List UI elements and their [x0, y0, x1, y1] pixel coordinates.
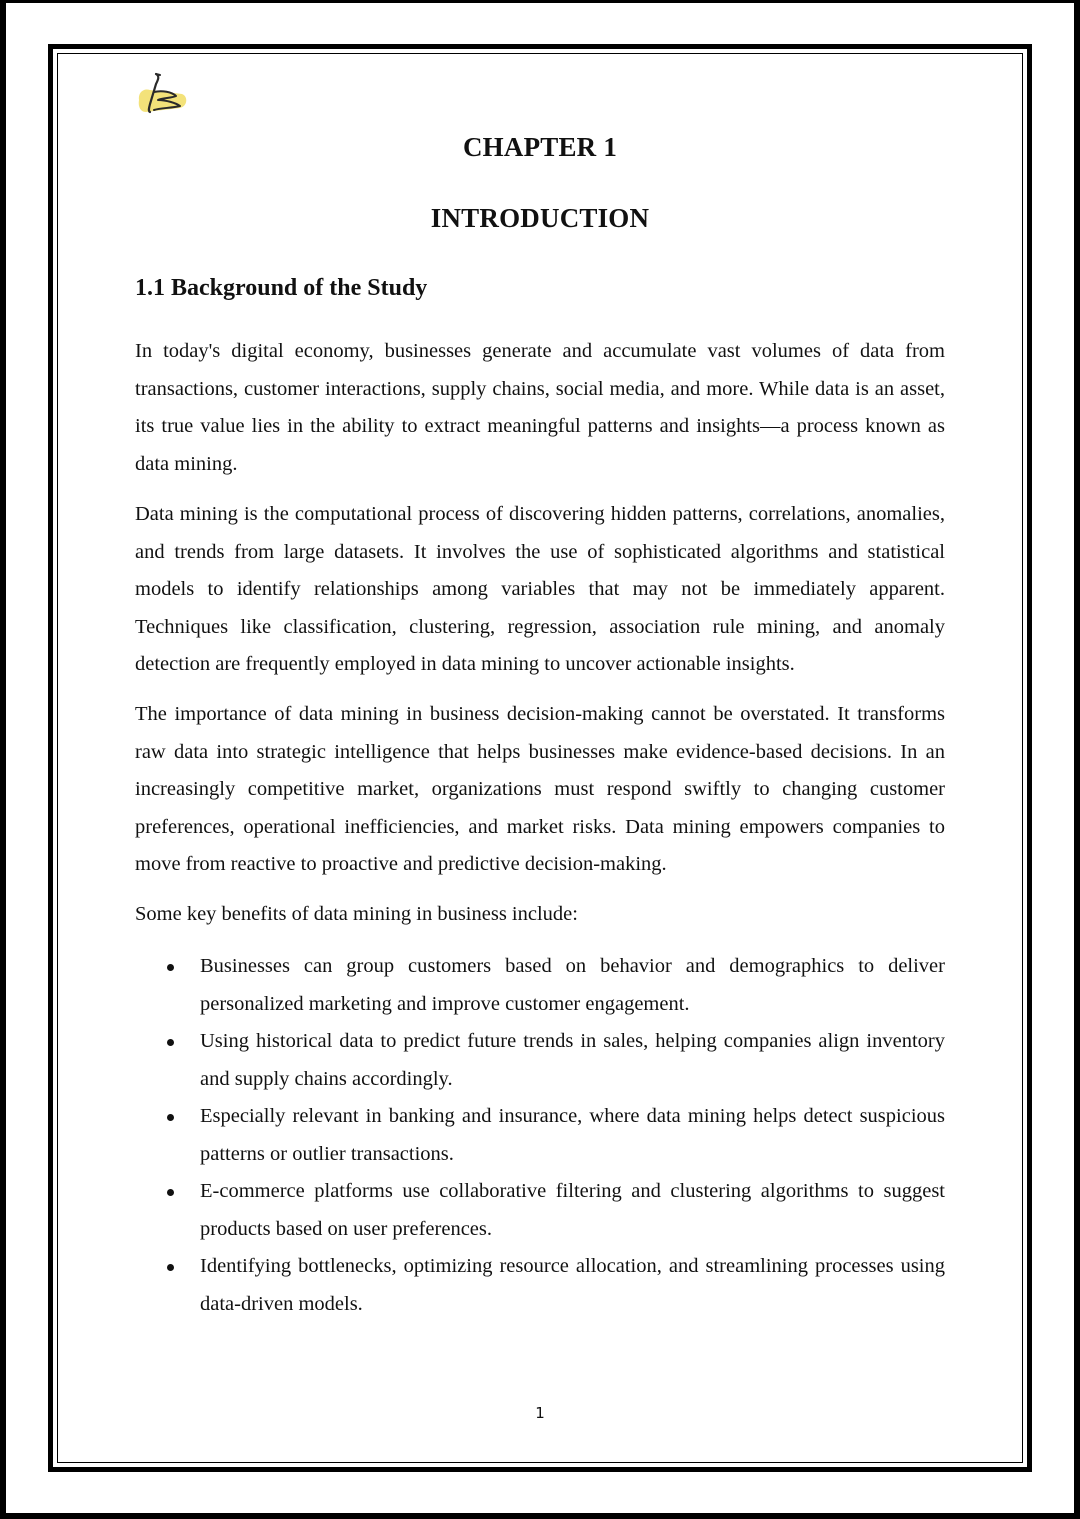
bullet-icon — [167, 1264, 174, 1271]
list-item — [135, 1098, 945, 1173]
paragraph-2: Data mining is the computational process of discovering hidden patterns, correlations, anomalies, and trends from large datasets. It involves the use of sophisticated algorithms and statistical models to identify relationships among variables that may not be immediately apparent. Techniques like classification, clustering, regression, association rule mining, and anomaly detection are frequently employed in data mining to uncover actionable insights. — [135, 503, 945, 675]
list-item-text: Businesses can group customers based on behavior and demographics to deliver personalized marketing and improve customer engagement. — [200, 955, 945, 1015]
list-item-text: Especially relevant in banking and insurance, where data mining helps detect suspicious patterns or outlier transactions. — [200, 1105, 945, 1165]
list-item — [135, 1173, 945, 1248]
section-heading: 1.1 Background of the Study — [135, 275, 428, 301]
chapter-title: INTRODUCTION — [430, 203, 650, 233]
bullet-icon — [167, 1114, 174, 1121]
chapter-label: CHAPTER 1 — [462, 132, 618, 162]
bullet-icon — [167, 1189, 174, 1196]
list-item-text: E-commerce platforms use collaborative filtering and clustering algorithms to suggest products based on user preferences. — [200, 1180, 945, 1240]
pen-writing-icon — [136, 70, 190, 120]
benefits-list — [135, 948, 945, 1323]
list-item — [135, 1023, 945, 1098]
paragraph-1: In today's digital economy, businesses generate and accumulate vast volumes of data from transactions, customer interactions, supply chains, social media, and more. While data is an asset, its true value lies in the ability to extract meaningful patterns and insights—a process known as data mining. — [135, 340, 945, 475]
list-item — [135, 948, 945, 1023]
list-item-text: Identifying bottlenecks, optimizing resource allocation, and streamlining processes using data-driven models. — [200, 1255, 945, 1315]
bullet-icon — [167, 964, 174, 971]
paragraph-3: The importance of data mining in business decision-making cannot be overstated. It transforms raw data into strategic intelligence that helps businesses make evidence-based decisions. In an increasingly competitive market, organizations must respond swiftly to changing customer preferences, operational inefficiencies, and market risks. Data mining empowers companies to move from reactive to proactive and predictive decision-making. — [135, 703, 945, 875]
bullet-icon — [167, 1039, 174, 1046]
list-item-text: Using historical data to predict future trends in sales, helping companies align inventory and supply chains accordingly. — [200, 1030, 945, 1090]
paragraph-4: Some key benefits of data mining in business include: — [135, 903, 578, 925]
page-number: 1 — [535, 1404, 545, 1422]
list-item — [135, 1248, 945, 1323]
